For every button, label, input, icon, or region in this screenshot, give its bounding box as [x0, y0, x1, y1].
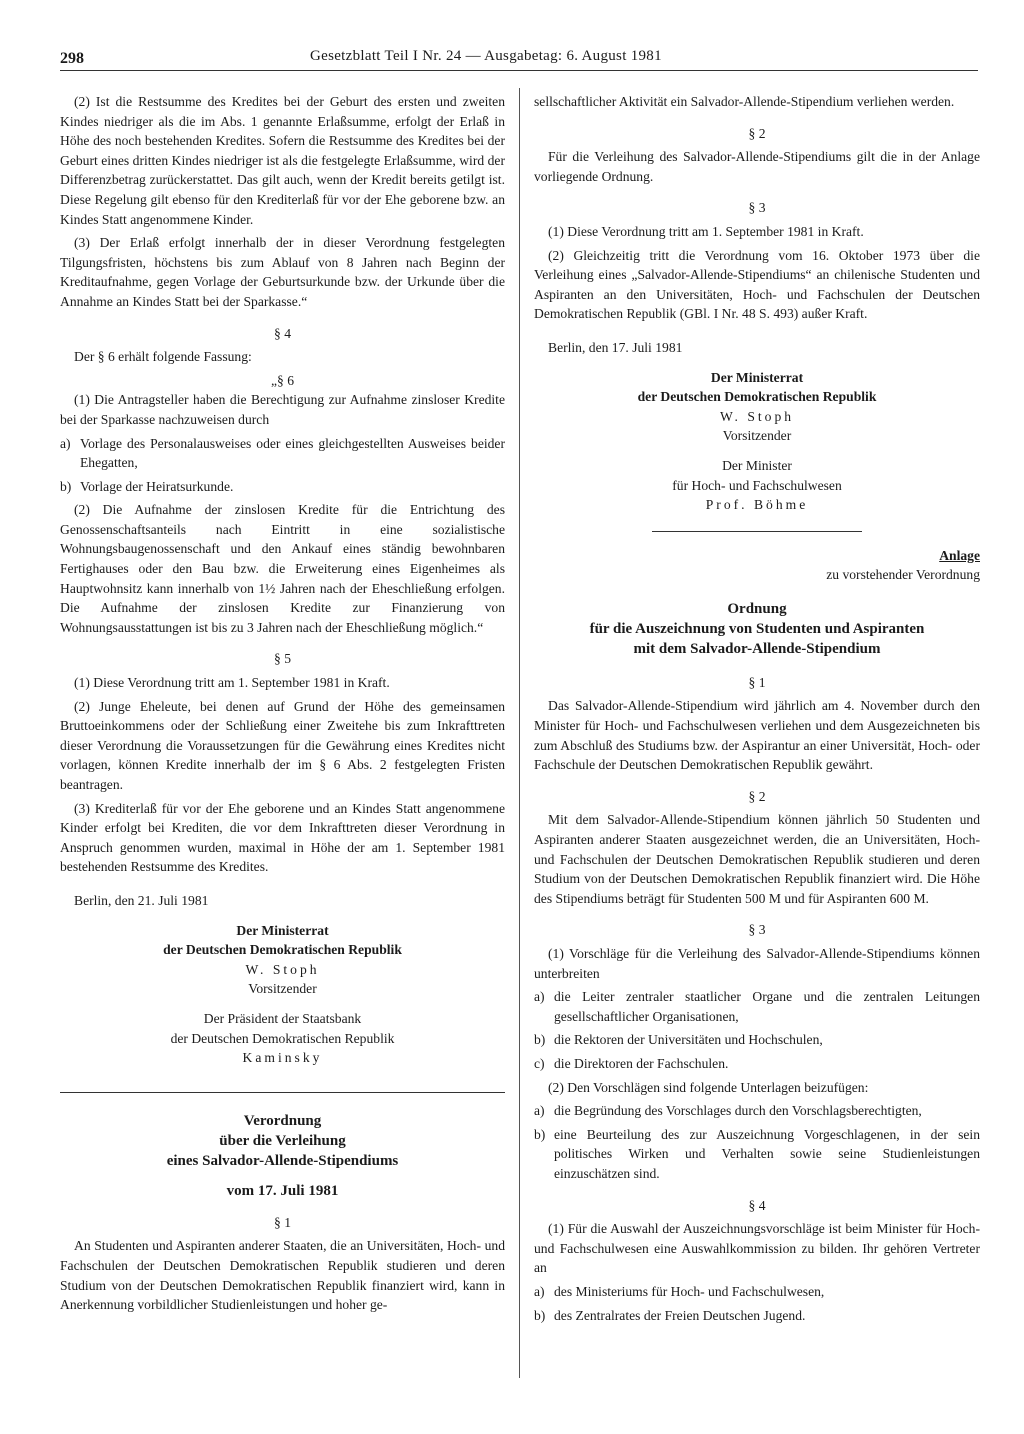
signature-name: Kaminsky	[242, 1050, 323, 1066]
list-marker: a)	[534, 1103, 545, 1119]
paragraph: (2) Den Vorschlägen sind folgende Unterlagen beizufügen:	[548, 1079, 869, 1095]
section-heading: § 3	[748, 922, 766, 938]
paragraph: An Studenten und Aspiranten anderer Staaten, die an Universitäten, Hoch- und Fachschulen der Deutschen Demokratischen Republik studieren und deren Studium von der Deutschen Demokratischen Republik finanziert wird, kann in Anerkennung vorbildlicher Studienleistungen und hoher ge-	[60, 1238, 505, 1313]
paragraph: (1) Diese Verordnung tritt am 1. September 1981 in Kraft.	[548, 223, 864, 239]
paragraph: (1) Die Antragsteller haben die Berechtigung zur Aufnahme zinsloser Kredite bei der Sparkasse nachzuweisen durch	[60, 392, 505, 427]
signature-role: Vorsitzender	[248, 981, 317, 997]
paragraph: (2) Gleichzeitig tritt die Verordnung vom 16. Oktober 1973 über die Verleihung eines „Salvador-Allende-Stipendiums“ an chilenische Studenten und Aspiranten an den Universitäten, Hoch- und Fachschulen der Deutschen Demokratischen Republik (GBl. I Nr. 48 S. 493) außer Kraft.	[534, 247, 980, 322]
list-marker: b)	[534, 1126, 546, 1142]
signature-role: Der Präsident der Staatsbank	[203, 1010, 362, 1026]
list-text: die Rektoren der Universitäten und Hochschulen,	[554, 1032, 823, 1048]
list-text: Vorlage der Heiratsurkunde.	[80, 478, 234, 494]
paragraph: sellschaftlicher Aktivität ein Salvador-Allende-Stipendium verliehen werden.	[534, 94, 955, 109]
ordinance-title	[534, 599, 980, 659]
list-item	[534, 1101, 980, 1121]
list-marker: c)	[534, 1055, 545, 1071]
list-item	[534, 987, 980, 1026]
paragraph: (2) Die Aufnahme der zinslosen Kredite für die Entrichtung des Genossenschaftsanteils nach Eintritt in eine sozialistische Wohnungsbaugenossenschaft und den Ankauf eines ständig bewohnbaren Fertighauses oder den Bau bzw. die Erweiterung eines Eigenheimes als Hauptwohnsitz kann innerhalb von 1½ Jahren nach der Eheschließung erfolgen. Die Aufnahme der zinslosen Kredite zur Finanzierung von Wohnungsausstattungen ist bis zu 3 Jahren nach der Eheschließung möglich.“	[60, 502, 505, 635]
section-heading: „§ 6	[270, 372, 295, 388]
ordinance-title-line: für die Auszeichnung von Studenten und Aspiranten	[589, 620, 925, 637]
list-item	[534, 1306, 980, 1326]
signature-org: Der Ministerrat	[710, 369, 804, 385]
paragraph: Der § 6 erhält folgende Fassung:	[74, 349, 252, 365]
list-marker: b)	[534, 1307, 546, 1323]
section-heading: § 2	[748, 788, 766, 804]
decree-title: über die Verleihung	[219, 1132, 346, 1149]
right-column	[534, 92, 980, 1329]
list-text: die Leiter zentraler staatlicher Organe und die zentralen Leitungen gesellschaftlicher Organisationen,	[554, 989, 980, 1024]
signature-date: Berlin, den 17. Juli 1981	[548, 339, 683, 355]
signature-org: Der Ministerrat	[236, 922, 329, 938]
list-text: die Begründung des Vorschlages durch den Vorschlagsberechtigten,	[554, 1103, 922, 1119]
decree-date: vom 17. Juli 1981	[226, 1182, 339, 1199]
section-heading: § 2	[748, 125, 766, 141]
section-rule	[60, 1092, 505, 1093]
signature-org: der Deutschen Demokratischen Republik	[637, 389, 877, 405]
page-header-title: Gesetzblatt Teil I Nr. 24 — Ausgabetag: 6. August 1981	[310, 48, 662, 64]
list-text: Vorlage des Personalausweises oder eines gleichgestellten Ausweises beider Ehegatten,	[80, 435, 505, 471]
list-marker: a)	[60, 435, 71, 451]
paragraph: (1) Diese Verordnung tritt am 1. September 1981 in Kraft.	[74, 675, 390, 691]
paragraph: Für die Verleihung des Salvador-Allende-Stipendiums gilt die in der Anlage vorliegende Ordnung.	[534, 149, 980, 184]
list-item	[534, 1125, 980, 1184]
paragraph: (2) Junge Eheleute, bei denen auf Grund der Höhe des gemeinsamen Bruttoeinkommens oder der Schließung einer Zweitehe bis zum Inkrafttreten dieser Verordnung die Voraussetzungen für die Gewährung eines Kredites nicht vorlagen, können Kredite innerhalb der im § 6 Abs. 2 festgelegten Fristen beantragen.	[60, 698, 505, 792]
decree-title: eines Salvador-Allende-Stipendiums	[166, 1152, 399, 1169]
paragraph: (3) Der Erlaß erfolgt innerhalb der in dieser Verordnung festgelegten Tilgungsfristen, höchstens bis zum Ablauf von 8 Jahren nach Beginn der Kreditaufnahme, gegen Vorlage der Geburtsurkunde bzw. der Urkunde über die Annahme an Kindes Statt bei der Sparkasse.“	[60, 235, 505, 309]
paragraph: (2) Ist die Restsumme des Kredites bei der Geburt des ersten und zweiten Kindes niedriger als die im Abs. 1 genannte Erlaßsumme, erfolgt der Erlaß in Höhe des noch bestehenden Kredites. Sofern die Restsumme des Kredites bei der Geburt eines dritten Kindes niedriger ist als die festgelegte Erlaßsumme, wird der Differenzbetrag zurückerstattet. Das gilt auch, wenn der Kredit bereits getilgt ist. Diese Regelung gilt ebenso für den Krediterlaß für vor der Ehe geborene bzw. an Kindes Statt angenommene Kinder.	[60, 94, 505, 227]
section-heading: § 1	[748, 674, 766, 690]
list-item	[534, 1282, 980, 1302]
section-heading: § 1	[274, 1214, 291, 1230]
ordinance-title-line: mit dem Salvador-Allende-Stipendium	[633, 640, 881, 657]
header-rule	[60, 70, 978, 71]
annex-heading: Anlage	[939, 547, 980, 563]
list-marker: b)	[60, 478, 72, 494]
list-marker: b)	[534, 1032, 546, 1048]
left-column	[60, 92, 505, 1319]
ordinance-title-line: Ordnung	[727, 600, 787, 617]
list-marker: a)	[534, 1283, 545, 1299]
signature-role: Vorsitzender	[722, 428, 792, 444]
paragraph: (1) Für die Auswahl der Auszeichnungsvorschläge ist beim Minister für Hoch- und Fachschulwesen eine Auswahlkommission zu bilden. Ihr gehören Vertreter an	[534, 1221, 980, 1276]
signature-date: Berlin, den 21. Juli 1981	[74, 892, 209, 908]
signature-role: der Deutschen Demokratischen Republik	[170, 1030, 395, 1046]
column-divider	[519, 88, 520, 1378]
section-heading: § 4	[748, 1197, 766, 1213]
list-text: die Direktoren der Fachschulen.	[554, 1055, 729, 1071]
paragraph: Das Salvador-Allende-Stipendium wird jährlich am 4. November durch den Minister für Hoch- und Fachschulwesen verliehen und dem Ausgezeichneten bis zum Abschluß des Studiums bzw. der Aspirantur an einer Universität, Hoch- oder Fachschule der Deutschen Demokratischen Republik gewährt.	[534, 698, 980, 773]
list-marker: a)	[534, 989, 545, 1005]
page-number: 298	[60, 50, 84, 67]
signature-name: W. Stoph	[719, 408, 795, 424]
section-heading: § 5	[274, 651, 291, 667]
list-text: des Zentralrates der Freien Deutschen Jugend.	[554, 1307, 806, 1323]
section-heading: § 4	[274, 325, 291, 341]
signature-name: W. Stoph	[245, 961, 320, 977]
list-item	[534, 1030, 980, 1050]
signature-org: der Deutschen Demokratischen Republik	[163, 942, 402, 958]
list-item	[60, 434, 505, 473]
signature-name: Prof. Böhme	[705, 497, 809, 513]
section-heading: § 3	[748, 200, 766, 216]
paragraph: Mit dem Salvador-Allende-Stipendium können jährlich 50 Studenten und Aspiranten anderer Staaten ausgezeichnet werden, die an Universitäten, Hoch- und Fachschulen der Deutschen Demokratischen Republik studieren und deren Studium von der Deutschen Demokratischen Republik finanziert wird. Die Höhe des Stipendiums beträgt für Studenten 500 M und für Aspiranten 600 M.	[534, 812, 980, 906]
list-text: eine Beurteilung des zur Auszeichnung Vorgeschlagenen, in der sein politisches Wirken und Verhalten sowie seine Studienleistungen einzuschätzen sind.	[554, 1126, 980, 1181]
paragraph: (1) Vorschläge für die Verleihung des Salvador-Allende-Stipendiums können unterbreiten	[534, 946, 980, 981]
decree-title: Verordnung	[243, 1112, 322, 1129]
signature-role: für Hoch- und Fachschulwesen	[672, 477, 842, 493]
paragraph: (3) Krediterlaß für vor der Ehe geborene und an Kindes Statt angenommene Kinder erfolgt bei Krediten, die vor dem Inkrafttreten dieser Verordnung in Anspruch genommen wurden, maximal in Höhe der am 1. September 1981 bestehenden Restsumme des Kredites.	[60, 800, 505, 875]
list-item	[60, 477, 505, 497]
signature-role: Der Minister	[722, 457, 792, 473]
annex-subheading: zu vorstehender Verordnung	[826, 567, 980, 583]
list-item	[534, 1054, 980, 1074]
list-text: des Ministeriums für Hoch- und Fachschulwesen,	[554, 1283, 825, 1299]
section-rule	[652, 531, 862, 532]
